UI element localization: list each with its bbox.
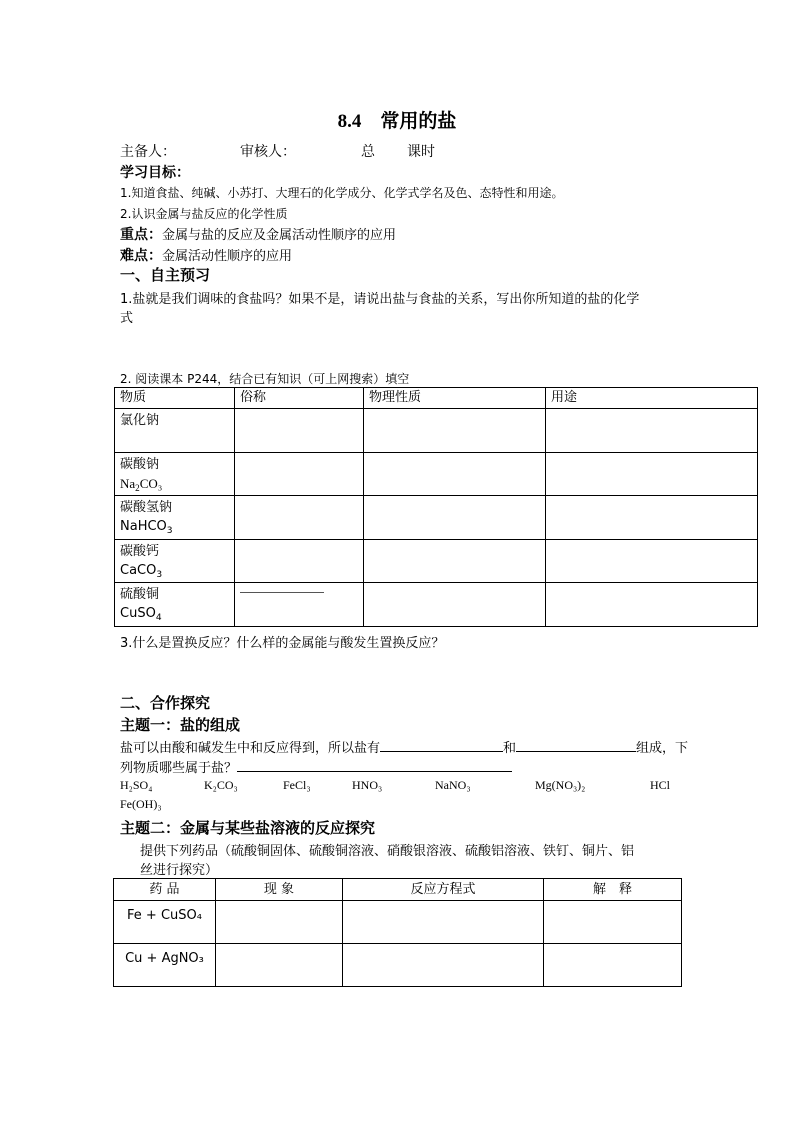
physical-property-cell[interactable]	[364, 409, 546, 453]
key-point	[120, 224, 396, 244]
table-row	[115, 409, 758, 453]
substance-cell	[115, 453, 235, 496]
substance-name: 硫酸铜	[120, 587, 160, 602]
use-cell[interactable]	[546, 583, 758, 627]
salt-table-header	[115, 388, 758, 409]
salt-col-common-name: 俗称	[235, 388, 364, 409]
reaction-col-reagent: 药 品	[114, 879, 216, 901]
topic2-intro-line1: 提供下列药品（硫酸铜固体、硫酸铜溶液、硝酸银溶液、硫酸铝溶液、铁钉、铜片、铝	[140, 844, 635, 859]
salt-col-substance: 物质	[115, 388, 235, 409]
preparer-label: 主备人：	[120, 144, 176, 160]
topic2-intro-line2: 丝进行探究）	[140, 863, 219, 878]
section1-heading: 一、自主预习	[120, 266, 211, 284]
period-label: 课时	[407, 144, 435, 160]
reviewer-label: 审核人：	[240, 144, 296, 160]
equation-cell[interactable]	[343, 944, 544, 987]
table-row	[114, 944, 682, 987]
reagent-cell: Cu + AgNO₃	[114, 944, 216, 987]
not-applicable-dash	[240, 592, 324, 593]
salt-table	[114, 387, 758, 627]
formula-nano3: NaNO₃	[435, 778, 471, 792]
table-row	[115, 496, 758, 540]
phenomenon-cell[interactable]	[216, 901, 343, 944]
reagent-cell: Fe + CuSO₄	[114, 901, 216, 944]
explanation-cell[interactable]	[544, 901, 682, 944]
section2-heading: 二、合作探究	[120, 694, 211, 712]
total-label: 总	[361, 144, 375, 160]
formula-hcl: HCl	[650, 778, 671, 792]
key-point-text: 金属与盐的反应及金属活动性顺序的应用	[162, 228, 397, 243]
substance-name: 碳酸氢钠	[120, 500, 173, 515]
physical-property-cell[interactable]	[364, 453, 546, 496]
substance-cell	[115, 540, 235, 583]
formula-mg-no3-2: Mg(NO₃)₂	[535, 778, 586, 792]
formula-h2so4: H₂SO₄	[120, 778, 153, 792]
common-name-cell[interactable]	[235, 453, 364, 496]
topic1-question: 列物质哪些属于盐？	[120, 761, 238, 776]
section1-q3: 3.什么是置换反应？什么样的金属能与酸发生置换反应？	[120, 636, 445, 651]
difficult-point	[120, 245, 292, 265]
use-cell[interactable]	[546, 496, 758, 540]
table-row	[114, 901, 682, 944]
reaction-table-header	[114, 879, 682, 901]
blank-3[interactable]	[237, 757, 512, 772]
reaction-table	[113, 878, 682, 987]
substance-formula: CaCO$_3$	[120, 563, 163, 580]
substance-name: 碳酸钠	[120, 457, 160, 472]
difficult-point-text: 金属活动性顺序的应用	[162, 249, 293, 264]
formula-fecl3: FeCl₃	[283, 778, 311, 792]
physical-property-cell[interactable]	[364, 540, 546, 583]
topic1-line2	[120, 757, 512, 776]
reaction-col-equation: 反应方程式	[343, 879, 544, 901]
explanation-cell[interactable]	[544, 944, 682, 987]
reaction-col-phenomenon: 现 象	[216, 879, 343, 901]
common-name-cell	[235, 583, 364, 627]
substance-name: 碳酸钙	[120, 544, 160, 559]
formula-k2co3: K₂CO₃	[204, 778, 238, 792]
phenomenon-cell[interactable]	[216, 944, 343, 987]
table-row	[115, 540, 758, 583]
key-point-label: 重点：	[120, 227, 162, 243]
section1-q1-line1: 1.盐就是我们调味的食盐吗？如果不是，请说出盐与食盐的关系，写出你所知道的盐的化学	[120, 292, 640, 307]
topic1-text-b: 和	[503, 741, 517, 756]
substance-formula: $Na_2CO_3$	[120, 476, 163, 493]
common-name-cell[interactable]	[235, 540, 364, 583]
substance-name: 氯化钠	[120, 413, 160, 428]
common-name-cell[interactable]	[235, 409, 364, 453]
formula-fe-oh-3: Fe(OH)₃	[120, 797, 162, 811]
section1-q1-line2: 式	[120, 311, 134, 326]
reaction-col-explanation: 解 释	[544, 879, 682, 901]
goals-heading: 学习目标：	[120, 165, 190, 181]
common-name-cell[interactable]	[235, 496, 364, 540]
topic1-sentence	[120, 737, 688, 756]
substance-formula: NaHCO$_3$	[120, 519, 173, 536]
topic2-heading: 主题二：金属与某些盐溶液的反应探究	[120, 819, 376, 837]
blank-2[interactable]	[516, 737, 636, 752]
goal-item-1: 1.知道食盐、纯碱、小苏打、大理石的化学成分、化学式学名及色、态特性和用途。	[120, 186, 564, 200]
difficult-point-label: 难点：	[120, 248, 162, 264]
goal-item-2: 2.认识金属与盐反应的化学性质	[120, 207, 288, 221]
topic1-text-a: 盐可以由酸和碱发生中和反应得到，所以盐有	[120, 741, 381, 756]
substance-cell	[115, 409, 235, 453]
section1-q2: 2. 阅读课本 P244，结合已有知识（可上网搜索）填空	[120, 372, 410, 386]
table-row	[115, 453, 758, 496]
physical-property-cell[interactable]	[364, 583, 546, 627]
use-cell[interactable]	[546, 453, 758, 496]
substance-formula: CuSO$_4$	[120, 606, 162, 623]
topic1-text-c: 组成，下	[636, 741, 689, 756]
blank-1[interactable]	[380, 737, 503, 752]
physical-property-cell[interactable]	[364, 496, 546, 540]
equation-cell[interactable]	[343, 901, 544, 944]
salt-col-use: 用途	[546, 388, 758, 409]
use-cell[interactable]	[546, 540, 758, 583]
substance-cell	[115, 583, 235, 627]
topic1-heading: 主题一：盐的组成	[120, 716, 241, 734]
table-row	[115, 583, 758, 627]
page-title: 8.4 常用的盐	[337, 111, 457, 132]
formula-hno3: HNO₃	[352, 778, 383, 792]
salt-col-physical-property: 物理性质	[364, 388, 546, 409]
use-cell[interactable]	[546, 409, 758, 453]
substance-cell	[115, 496, 235, 540]
